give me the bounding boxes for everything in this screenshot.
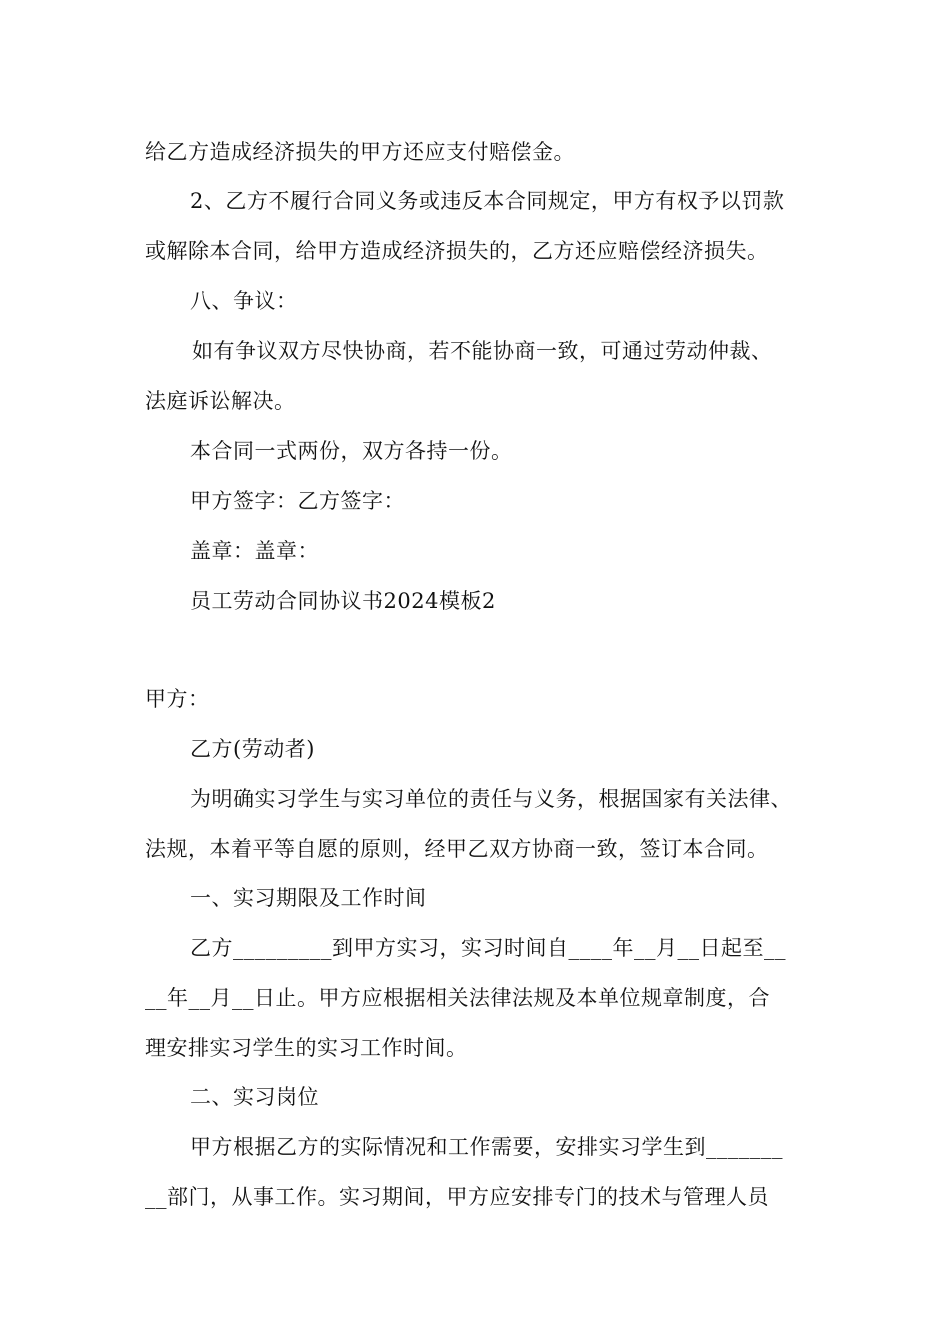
paragraph-line: 为明确实习学生与实习单位的责任与义务，根据国家有关法律、: [190, 787, 792, 811]
seal-line: 盖章：盖章：: [190, 539, 319, 563]
paragraph-line: 乙方_________到甲方实习，实习时间自____年__月__日起至__: [190, 936, 786, 960]
paragraph-line: 甲方根据乙方的实际情况和工作需要，安排实习学生到_______: [190, 1135, 783, 1159]
paragraph-line: __年__月__日止。甲方应根据相关法律法规及本单位规章制度，合: [145, 986, 770, 1010]
paragraph-line: 或解除本合同，给甲方造成经济损失的，乙方还应赔偿经济损失。: [145, 239, 769, 263]
section-heading: 八、争议：: [190, 289, 298, 313]
paragraph-line: 理安排实习学生的实习工作时间。: [145, 1036, 468, 1060]
paragraph-line: 给乙方造成经济损失的甲方还应支付赔偿金。: [145, 140, 575, 164]
signature-line: 甲方签字：乙方签字：: [190, 489, 405, 513]
paragraph-line: __部门，从事工作。实习期间，甲方应安排专门的技术与管理人员: [145, 1185, 769, 1209]
paragraph-line: 法庭诉讼解决。: [145, 389, 296, 413]
party-b-label: 乙方(劳动者): [190, 737, 315, 761]
section-heading: 一、实习期限及工作时间: [190, 886, 427, 910]
party-a-label: 甲方：: [145, 687, 210, 711]
paragraph-line: 2、乙方不履行合同义务或违反本合同规定，甲方有权予以罚款: [190, 189, 785, 213]
document-title: 员工劳动合同协议书2024模板2: [190, 589, 496, 613]
paragraph-line: 如有争议双方尽快协商，若不能协商一致，可通过劳动仲裁、: [192, 339, 773, 363]
paragraph-line: 法规，本着平等自愿的原则，经甲乙双方协商一致，签订本合同。: [145, 837, 769, 861]
paragraph-line: 本合同一式两份，双方各持一份。: [190, 439, 513, 463]
section-heading: 二、实习岗位: [190, 1085, 319, 1109]
